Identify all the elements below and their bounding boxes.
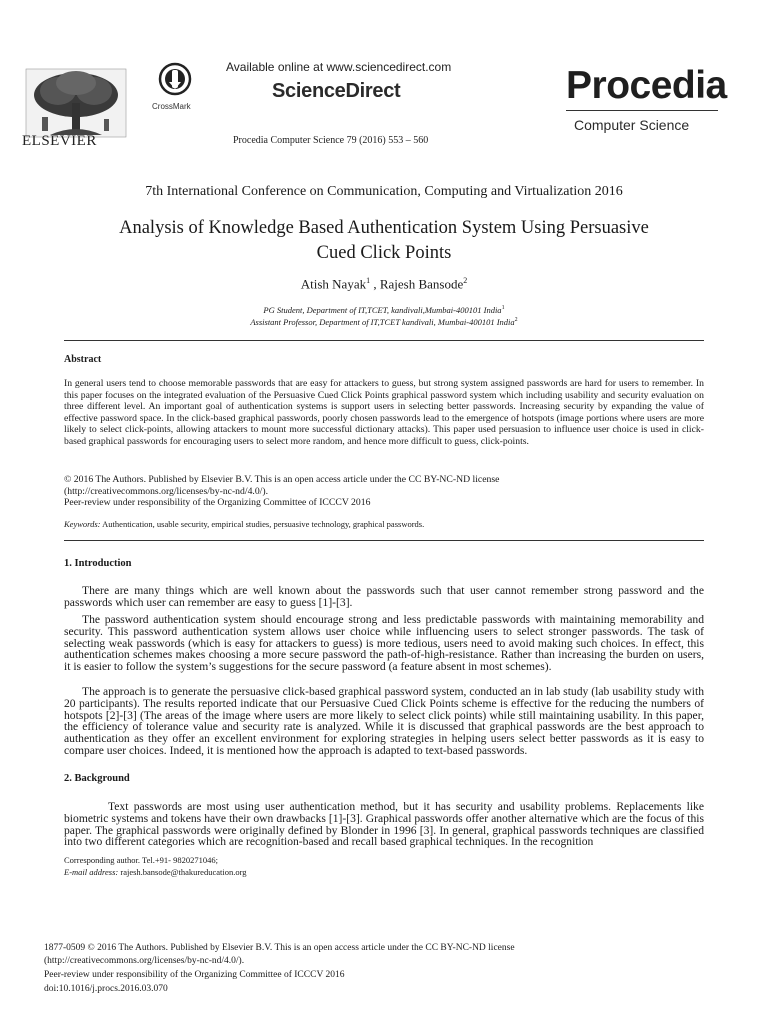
author-list <box>0 276 768 292</box>
section-heading-introduction: 1. Introduction <box>64 558 132 569</box>
affiliation-1-text: PG Student, Department of IT,TCET, kandivali,Mumbai-400101 India <box>263 305 502 315</box>
affiliation-2 <box>0 317 768 327</box>
author-separator: , <box>370 276 380 292</box>
procedia-logo: Procedia <box>566 64 727 107</box>
abstract-top-rule <box>64 340 704 341</box>
keywords-list: Authentication, usable security, empirical studies, persuasive technology, graphical passwords. <box>100 519 425 529</box>
procedia-subtitle: Computer Science <box>574 117 690 133</box>
affiliation-2-sup: 2 <box>514 317 518 324</box>
background-paragraph-1: Text passwords are most using user authentication method, but it has security and usability problems. Replacements like biometric systems and tokens have their own drawbacks [1]-[3]. Graphical passwords offer another alternative which are the focus of this paper. The graphical passwords were originally defined by Blonder in 1996 [3]. In general, graphical passwords techniques are classified into two different categories which are recognition-based and recall based graphical techniques. In the recognition <box>64 800 704 849</box>
affiliation-1 <box>0 305 768 315</box>
paper-title-line-2: Cued Click Points <box>316 243 452 263</box>
footer-peer-review: Peer-review under responsibility of the Organizing Committee of ICCCV 2016 <box>44 970 345 980</box>
license-line-3: Peer-review under responsibility of the Organizing Committee of ICCCV 2016 <box>64 497 371 509</box>
email-label: E-mail address: <box>64 867 119 877</box>
license-notice <box>64 474 704 509</box>
available-online-text: Available online at www.sciencedirect.com <box>226 60 452 74</box>
publisher-name: ELSEVIER <box>22 133 97 149</box>
affiliation-2-text: Assistant Professor, Department of IT,TCET kandivali, Mumbai-400101 India <box>250 317 515 327</box>
section-heading-background: 2. Background <box>64 773 130 784</box>
keywords <box>64 519 424 529</box>
author-email <box>64 867 247 877</box>
crossmark-icon <box>158 62 192 96</box>
abstract-bottom-rule <box>64 540 704 541</box>
footer-doi[interactable]: doi:10.1016/j.procs.2016.03.070 <box>44 984 168 994</box>
intro-paragraph-3: The approach is to generate the persuasive click-based graphical password system, conducted an in lab study (lab usability study with 20 participants). The results reported indicate that our Persuasive Cued Click Points scheme is effective for the reducing the numbers of hotspots [2]-[3] (The areas of the image where users are more likely to select click points) while still maintaining usability. In this paper, the efficiency of tolerance value and security rate is analyzed. While it is discussed that graphical passwords are the best approach to authentication as they offer an excellent environment for exploring strategies in helping users select better passwords as it is easy to compare user choices. Indeed, it is mentioned how the approach is adapted to text-based passwords. <box>64 685 704 757</box>
abstract-heading: Abstract <box>64 354 102 365</box>
crossmark-badge[interactable] <box>152 62 202 111</box>
keywords-label: Keywords: <box>64 519 101 529</box>
footer-license-link[interactable]: (http://creativecommons.org/licenses/by-nc-nd/4.0/). <box>44 956 245 966</box>
author-2-sup: 2 <box>463 276 468 285</box>
intro-paragraph-2: The password authentication system should encourage strong and less predictable passwords with maintaining memorability and security. This password authentication system allows user choice while influencing users to select stronger passwords. The task of selecting weak passwords (which is easy for attackers to guess) is more tedious, users need to avoid making such choices. In effect, this authentication schemes makes choosing a more secure password the path-of-high-resistance. Rather than increasing the burden on users, it is easier to follow the system’s suggestions for the secure password (a feature absent in most schemes). <box>64 613 704 674</box>
conference-name: 7th International Conference on Communication, Computing and Virtualization 2016 <box>145 184 623 199</box>
footer-issn-line: 1877-0509 © 2016 The Authors. Published by Elsevier B.V. This is an open access article under the CC BY-NC-ND license <box>44 943 515 953</box>
author-2: Rajesh Bansode <box>379 276 464 292</box>
journal-reference: Procedia Computer Science 79 (2016) 553 – 560 <box>233 135 429 146</box>
procedia-divider <box>566 110 718 111</box>
license-link[interactable]: (http://creativecommons.org/licenses/by-nc-nd/4.0/). <box>64 485 269 497</box>
paper-title-line-1: Analysis of Knowledge Based Authentication System Using Persuasive <box>119 218 649 238</box>
author-1-sup: 1 <box>366 276 371 285</box>
intro-paragraph-1: There are many things which are well known about the passwords such that user cannot remember strong password and the passwords which user can remember are easy to guess [1]-[3]. <box>64 584 704 609</box>
paper-title <box>0 216 768 266</box>
license-line-1: © 2016 The Authors. Published by Elsevier B.V. This is an open access article under the CC BY-NC-ND license <box>64 474 500 485</box>
crossmark-label: CrossMark <box>152 102 191 111</box>
corresponding-author: Corresponding author. Tel.+91- 9820271046; <box>64 855 218 865</box>
affiliation-1-sup: 1 <box>501 305 505 312</box>
abstract-body: In general users tend to choose memorable passwords that are easy for attackers to guess, but strong system assigned passwords are hard for users to remember. In this paper focuses on the integrated evaluation of the Persuasive Cued Click Points graphical password system which including usability and security evaluation on three different level. An important goal of authentication systems is support users in selecting better passwords. Increasing security by expanding the value of effective password space. In the click-based graphical passwords, poorly chosen passwords lead to the emergence of hotspots (image portions where users are more likely to select click-points, allowing attackers to mount more successful dictionary attacks). This paper used persuasion to influence user choice is used in click-based graphical passwords for encouraging users to select more random, and hence more difficult to guess, click-points. <box>64 378 704 447</box>
author-1: Atish Nayak <box>300 276 367 292</box>
sciencedirect-logo: ScienceDirect <box>272 80 401 102</box>
email-address[interactable]: rajesh.bansode@thakureducation.org <box>118 867 247 877</box>
